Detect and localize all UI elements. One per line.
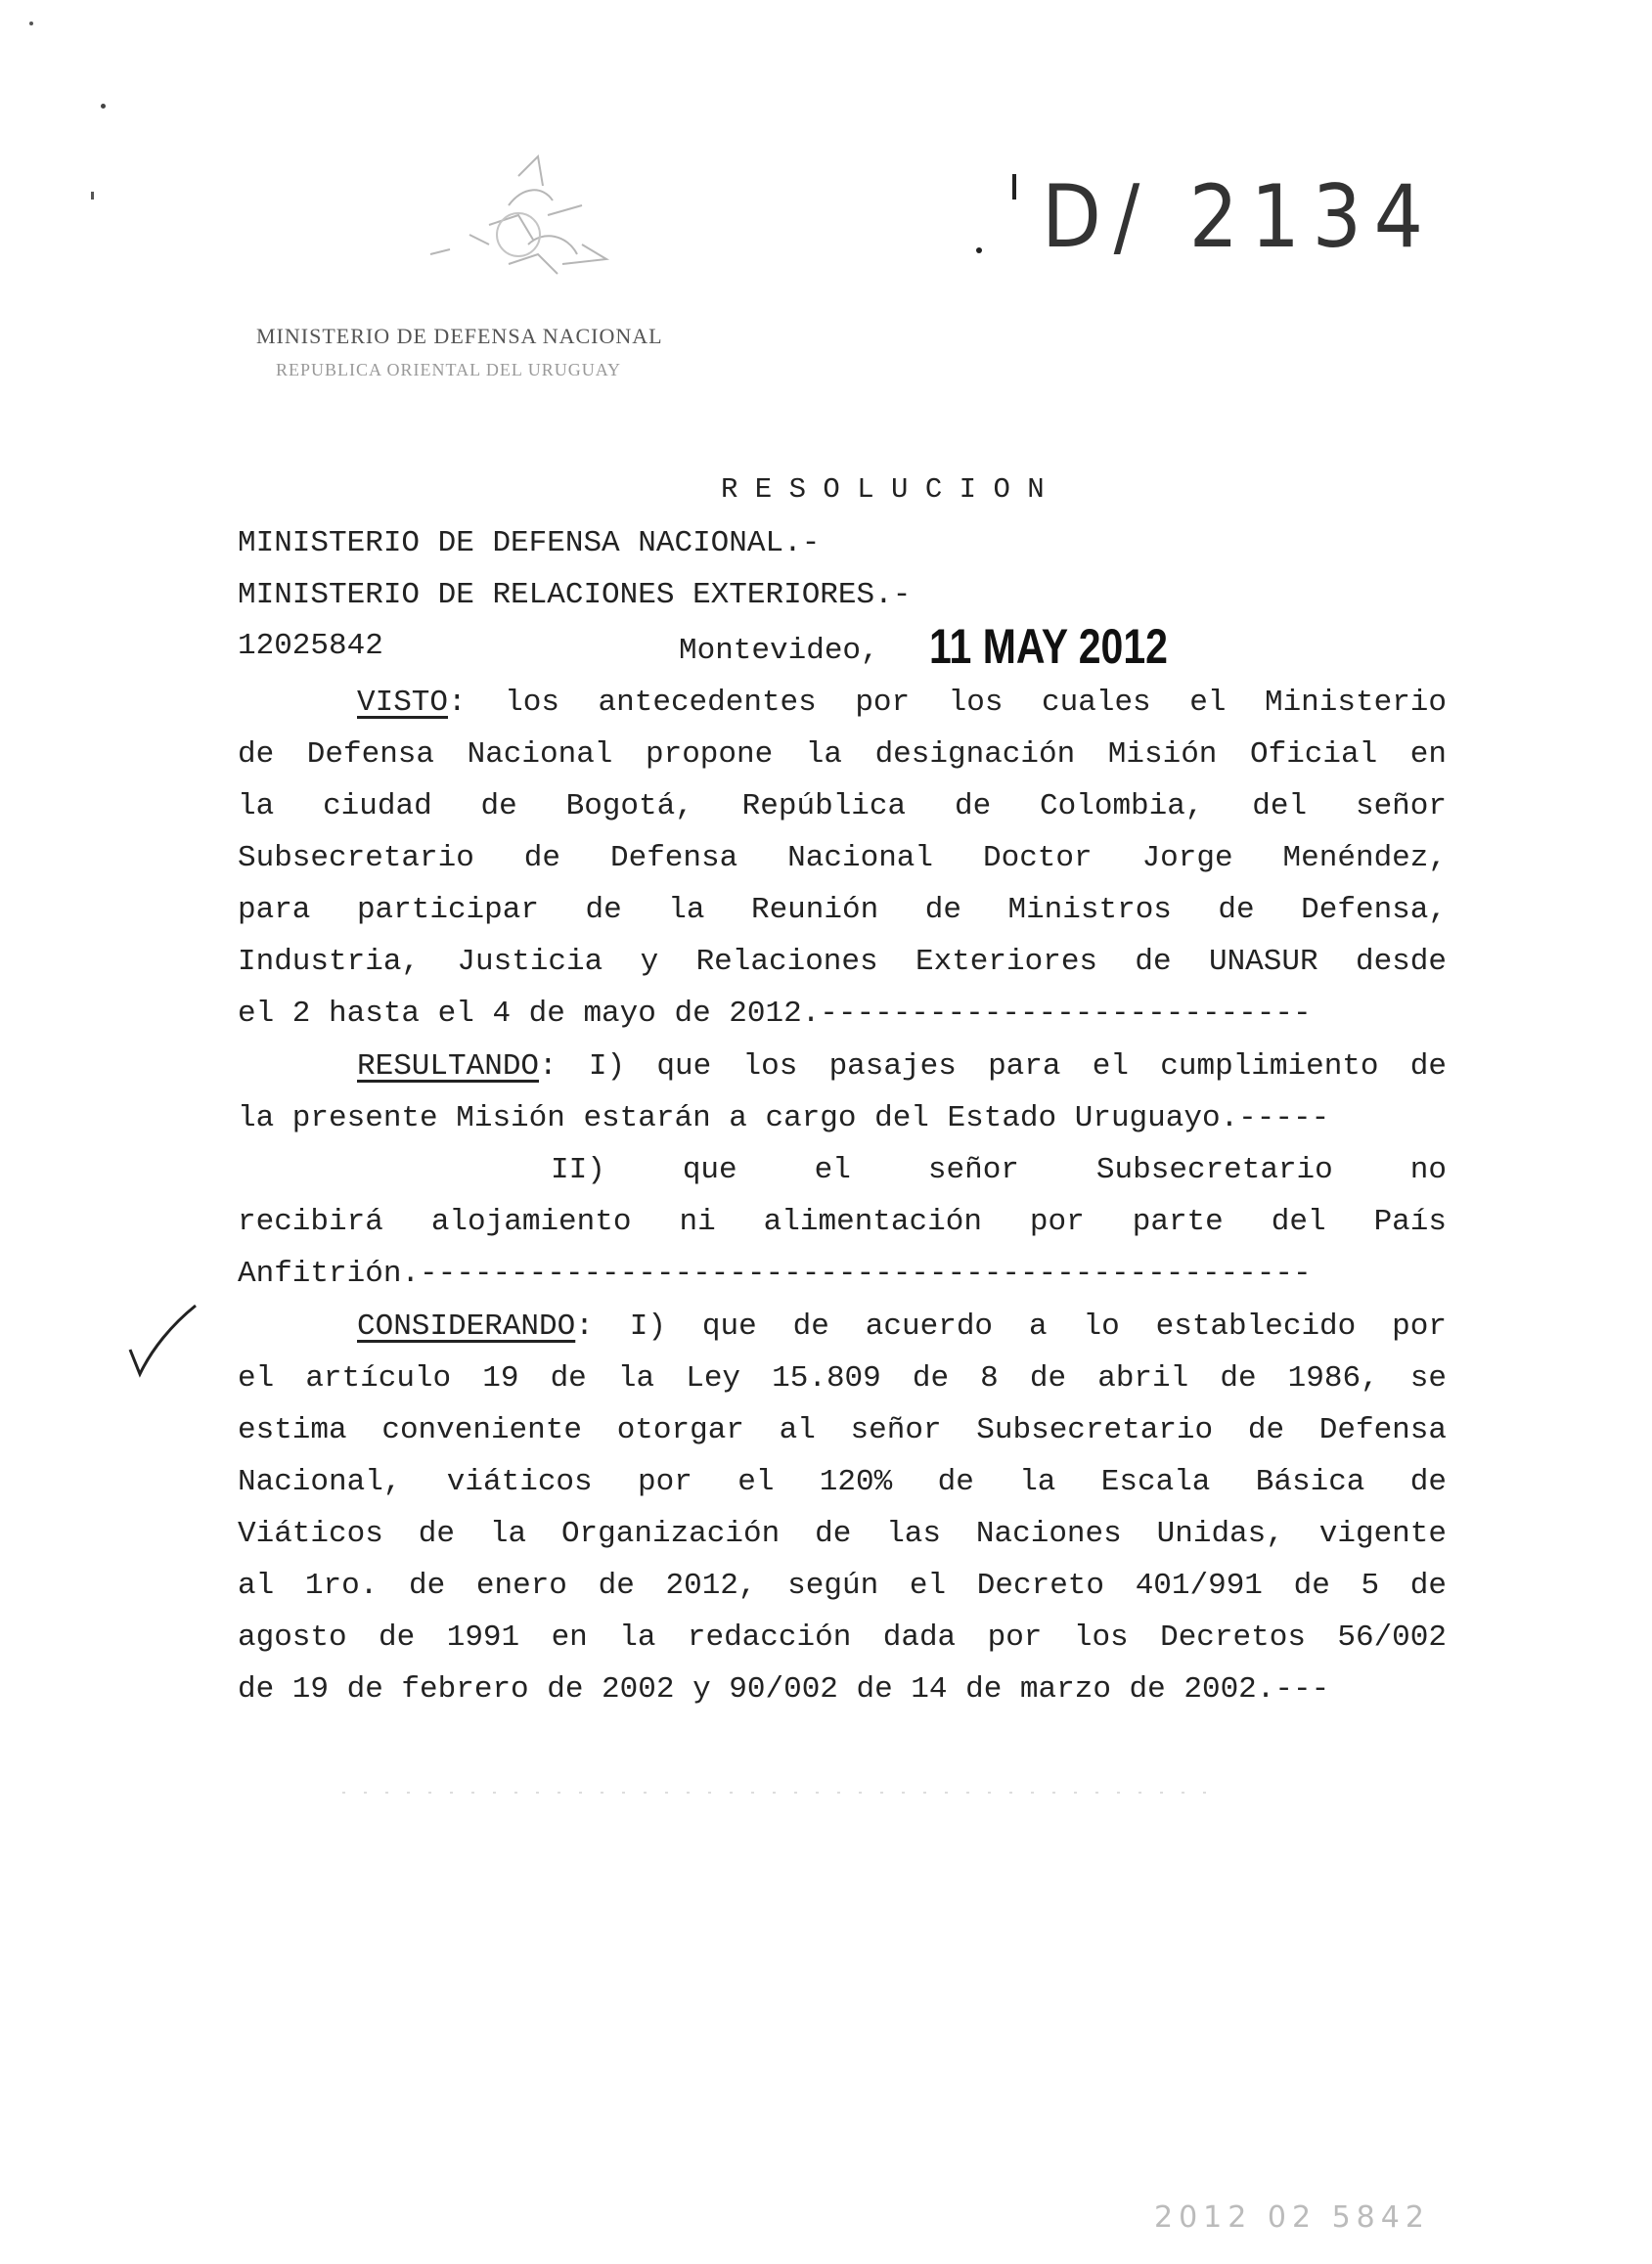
tick-mark: [1012, 174, 1016, 200]
resultando-line: recibirá alojamiento ni alimentación por parte del País: [238, 1205, 1447, 1239]
resultando-heading: RESULTANDO: [357, 1049, 540, 1084]
visto-heading: VISTO: [357, 686, 449, 720]
coat-of-arms-icon: [372, 147, 616, 293]
considerando-line: al 1ro. de enero de 2012, según el Decreto 401/991 de 5 de: [238, 1569, 1447, 1603]
considerando-line: Nacional, viáticos por el 120% de la Escala Básica de: [238, 1465, 1447, 1499]
considerando-line: agosto de 1991 en la redacción dada por los Decretos 56/002: [238, 1620, 1447, 1655]
visto-line: el 2 hasta el 4 de mayo de 2012.---------------------------: [238, 997, 1312, 1031]
considerando-line: el artículo 19 de la Ley 15.809 de 8 de abril de 1986, se: [238, 1361, 1447, 1396]
scan-speck: [91, 192, 94, 200]
resultando-line: II) que el señor Subsecretario no: [551, 1153, 1447, 1187]
considerando-line: de 19 de febrero de 2002 y 90/002 de 14 de marzo de 2002.---: [238, 1672, 1330, 1707]
file-number: 12025842: [238, 629, 383, 663]
scan-speck: [29, 22, 33, 25]
footer-stamp: 2012 02 5842: [1154, 2200, 1430, 2235]
visto-line: la ciudad de Bogotá, República de Colombia, del señor: [238, 789, 1447, 823]
scan-noise: [342, 1792, 1223, 1794]
issuer-foreign-affairs: MINISTERIO DE RELACIONES EXTERIORES.-: [238, 578, 912, 612]
considerando-line: Viáticos de la Organización de las Naciones Unidas, vigente: [238, 1517, 1447, 1551]
scan-speck: [101, 104, 106, 109]
visto-line: de Defensa Nacional propone la designación Misión Oficial en: [238, 737, 1447, 772]
visto-line: para participar de la Reunión de Ministros de Defensa,: [238, 893, 1447, 927]
resolution-title: R E S O L U C I O N: [721, 473, 1045, 506]
resultando-line: Anfitrión.-------------------------------------------------: [238, 1257, 1312, 1291]
visto-line: Subsecretario de Defensa Nacional Doctor Jorge Menéndez,: [238, 841, 1447, 875]
dot-mark: [976, 247, 982, 253]
visto-line-1: [357, 684, 1447, 723]
issuer-defense: MINISTERIO DE DEFENSA NACIONAL.-: [238, 526, 821, 560]
visto-line: Industria, Justicia y Relaciones Exteriores de UNASUR desde: [238, 945, 1447, 979]
considerando-line-1: [357, 1308, 1447, 1347]
considerando-heading: CONSIDERANDO: [357, 1310, 576, 1344]
resultando-line-1: [357, 1047, 1447, 1087]
considerando-line: estima conveniente otorgar al señor Subsecretario de Defensa: [238, 1413, 1447, 1447]
place-label: Montevideo,: [679, 634, 879, 668]
letterhead-country: REPUBLICA ORIENTAL DEL URUGUAY: [276, 360, 622, 379]
check-mark-icon: [122, 1301, 201, 1379]
date-stamp: 11 MAY 2012: [929, 619, 1168, 674]
resultando-line: la presente Misión estarán a cargo del Estado Uruguayo.-----: [238, 1101, 1330, 1135]
visto-text: : los antecedentes por los cuales el Ministerio: [448, 686, 1447, 720]
document-number: D/ 2134: [1042, 166, 1436, 267]
considerando-text: : I) que de acuerdo a lo establecido por: [575, 1310, 1447, 1344]
resultando-text: : I) que los pasajes para el cumplimiento de: [539, 1049, 1447, 1084]
letterhead-ministry: MINISTERIO DE DEFENSA NACIONAL: [256, 324, 663, 348]
